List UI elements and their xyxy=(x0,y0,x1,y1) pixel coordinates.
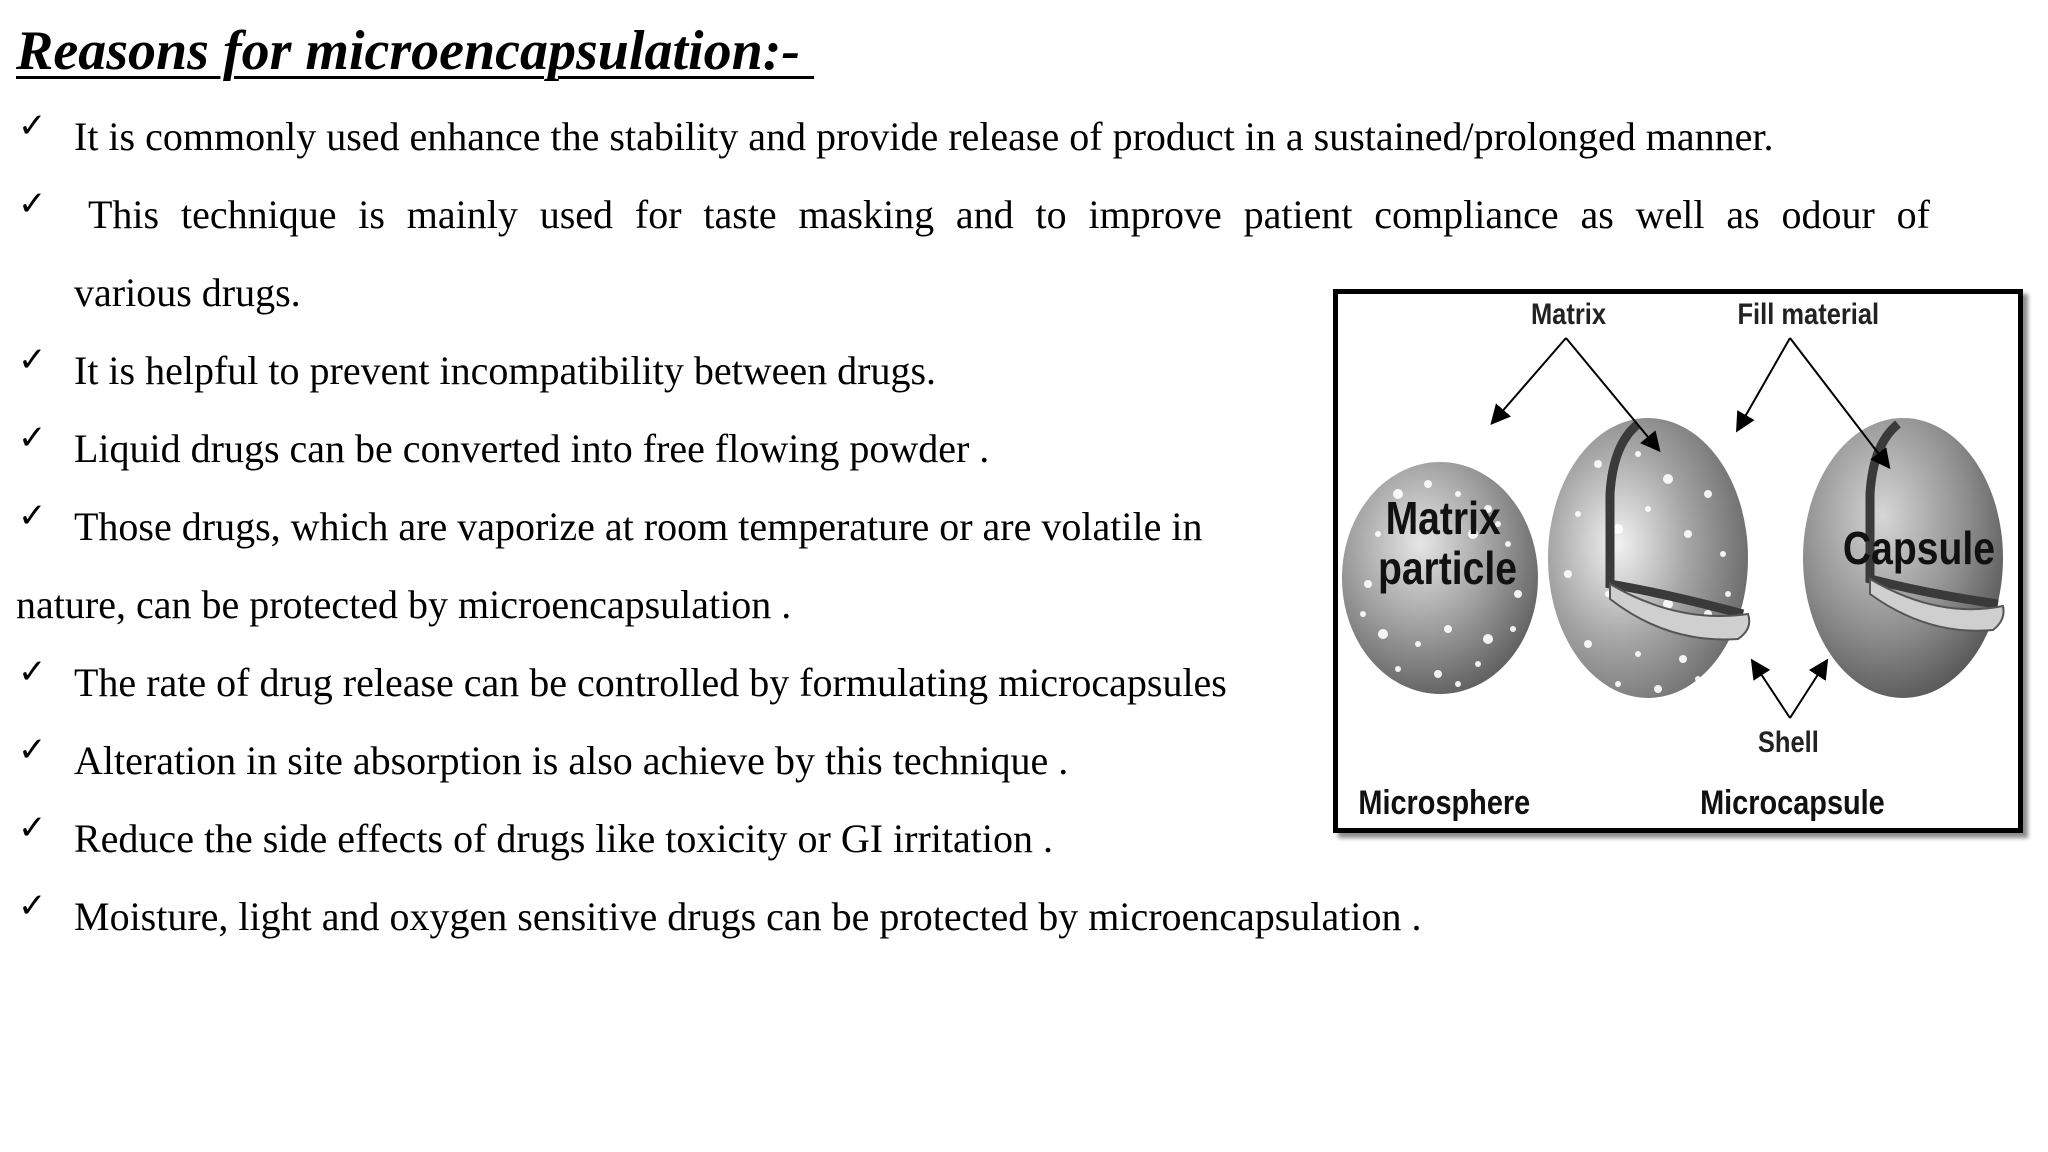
bullet-text-6: The rate of drug release can be controlled by formulating microcapsules xyxy=(74,660,1227,705)
label-capsule: Capsule xyxy=(1842,523,1995,575)
checkmark-icon: ✓ xyxy=(18,184,47,224)
bullet-text-4: Liquid drugs can be converted into free flowing powder . xyxy=(74,426,990,471)
label-matrix-particle-line1: Matrix xyxy=(1385,493,1501,545)
label-matrix: Matrix xyxy=(1530,297,1607,331)
checkmark-icon: ✓ xyxy=(18,730,47,770)
label-matrix-particle-line2: particle xyxy=(1377,543,1517,595)
bullet-text-8: Reduce the side effects of drugs like toxicity or GI irritation . xyxy=(74,816,1053,861)
slide-title: Reasons for microencapsulation:- xyxy=(16,20,815,82)
microencapsulation-figure xyxy=(1333,289,2023,833)
bullet-text-1: It is commonly used enhance the stability and provide release of product in a sustained/prolonged manner. xyxy=(74,114,1774,159)
label-microcapsule: Microcapsule xyxy=(1700,782,1885,822)
checkmark-icon: ✓ xyxy=(18,886,47,926)
bullet-text-2: This technique is mainly used for taste masking and to improve patient compliance as well as odour of xyxy=(88,192,1930,237)
checkmark-icon: ✓ xyxy=(18,496,47,536)
checkmark-icon: ✓ xyxy=(18,652,47,692)
checkmark-icon: ✓ xyxy=(18,418,47,458)
checkmark-icon: ✓ xyxy=(18,340,47,380)
checkmark-icon: ✓ xyxy=(18,808,47,848)
label-microsphere: Microsphere xyxy=(1358,782,1531,822)
label-fill-material: Fill material xyxy=(1737,297,1880,331)
microencapsulation-diagram xyxy=(1338,294,2018,828)
checkmark-icon: ✓ xyxy=(18,106,47,146)
bullet-text-7: Alteration in site absorption is also achieve by this technique . xyxy=(74,738,1069,783)
bullet-text-3: It is helpful to prevent incompatibility between drugs. xyxy=(74,348,937,393)
bullet-text-9: Moisture, light and oxygen sensitive drugs can be protected by microencapsulation . xyxy=(74,894,1422,939)
microcapsule-sphere-cut xyxy=(1548,418,1748,698)
label-shell: Shell xyxy=(1757,725,1819,759)
bullet-text-5-continued: nature, can be protected by microencapsulation . xyxy=(16,582,792,627)
bullet-text-5: Those drugs, which are vaporize at room temperature or are volatile in xyxy=(74,504,1203,549)
bullet-text-2-continued: various drugs. xyxy=(74,270,301,315)
